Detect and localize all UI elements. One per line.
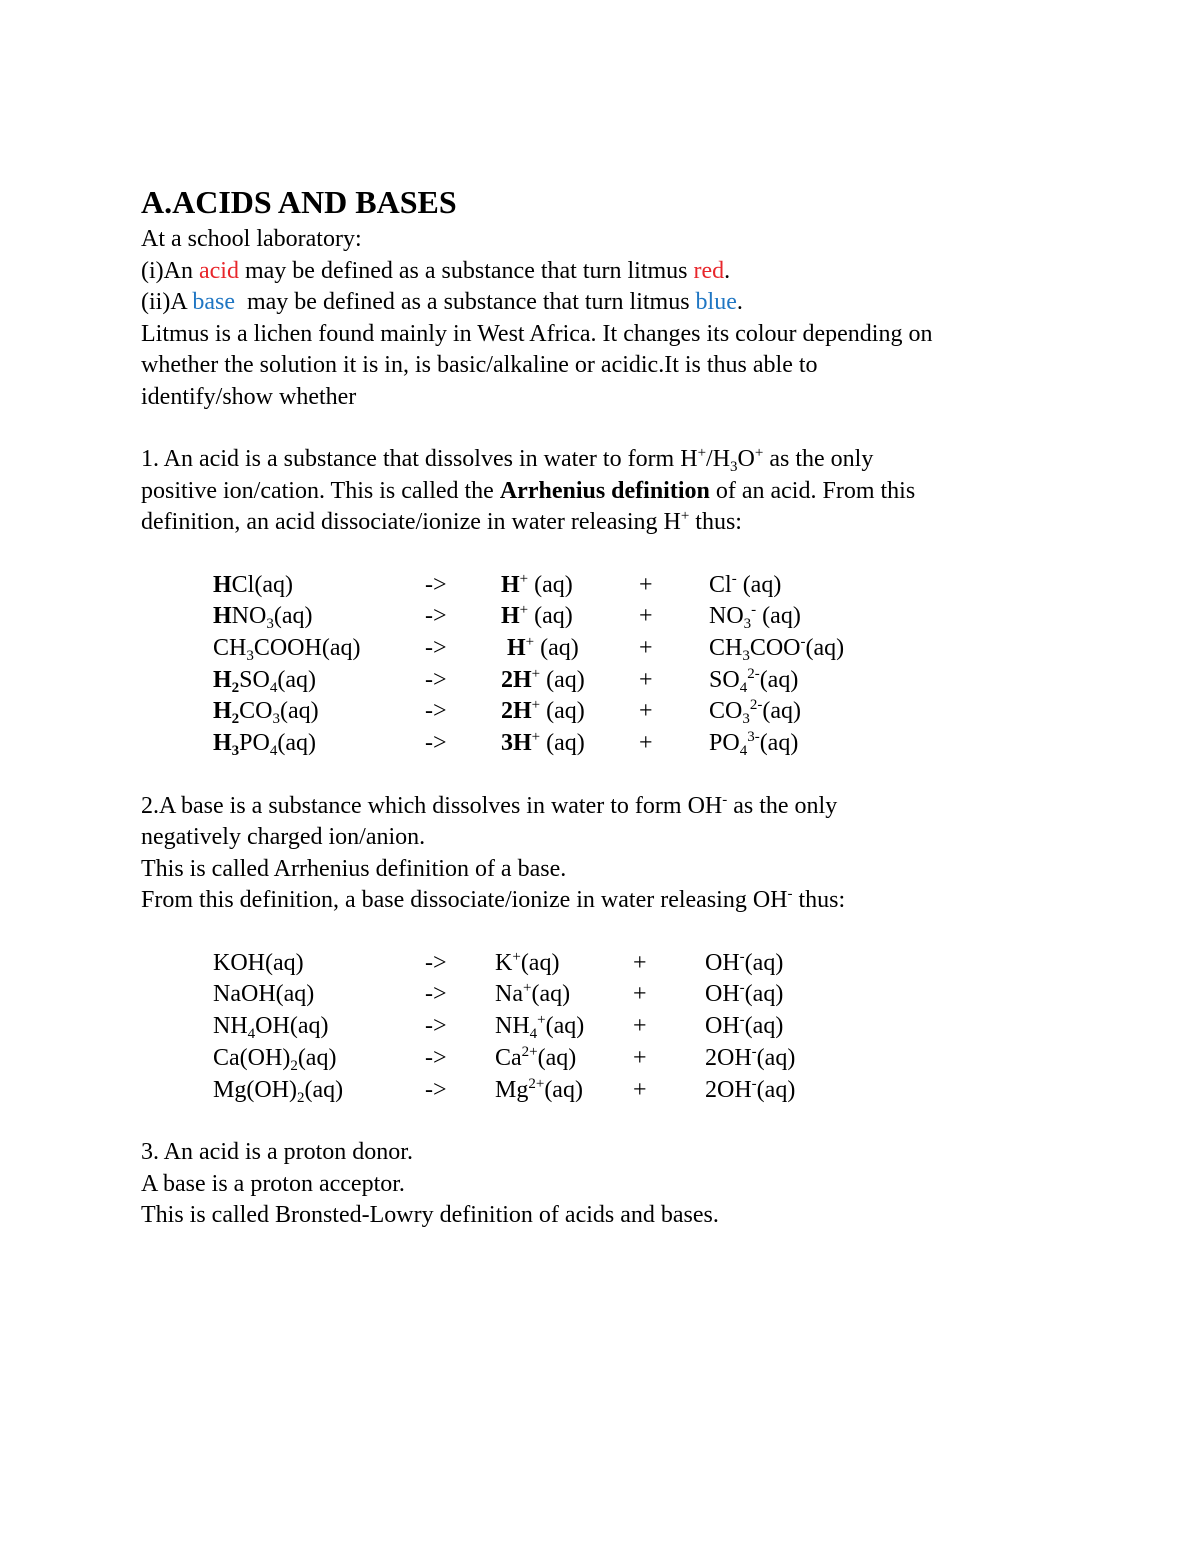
text: SO [709,666,740,693]
table-row [213,728,844,760]
text: (aq) [304,1076,344,1103]
product-1 [495,1011,633,1043]
reactant [213,1011,425,1043]
section1-line-1 [141,444,1141,476]
base-dissociation-table [213,948,795,1107]
text: H [213,730,232,757]
text: Na [495,981,523,1008]
sub: 3 [742,711,750,728]
sub: 4 [529,1026,538,1043]
text: positive ion/cation. This is called the [141,477,500,504]
text: (aq) [544,1076,583,1103]
sup: 2+ [528,1075,545,1092]
plus-sign: + [639,634,653,661]
text: (aq) [277,730,316,757]
reactant: KOH(aq) [213,949,304,976]
sup: - [731,570,737,587]
text: From this definition, a base dissociate/ionize in water releasing OH [141,887,788,914]
arrow: -> [425,571,447,598]
text: 2OH [705,1044,752,1071]
product-1 [501,633,639,665]
text: COO [749,634,801,661]
arrow: -> [425,1044,447,1071]
spacer [141,539,1141,570]
arrow: -> [425,634,447,661]
sub: 3 [231,743,240,760]
product-2 [709,570,844,602]
red-word: red [693,257,725,284]
sup: + [531,665,541,682]
sub: 2 [231,711,240,728]
arrow: -> [425,1076,447,1103]
text: 1. An acid is a substance that dissolves in water to form H [141,446,698,472]
text: CH [709,634,743,661]
page-title: A.ACIDS AND BASES [141,184,457,220]
sup: 2- [747,665,760,682]
text: H [213,603,232,630]
section2-line-4 [141,885,1141,917]
text: (i)An [141,257,199,284]
section2-line-2: negatively charged ion/anion. [141,824,426,851]
sup: 2- [749,697,763,714]
plus-sign: + [633,1013,647,1040]
text: thus: [689,509,742,535]
text: OH [705,981,740,1008]
sup: + [525,633,535,650]
text: OH [705,1013,740,1040]
text: . [736,289,743,315]
text: H [507,634,526,661]
plus-sign: + [633,1076,647,1103]
reactant [213,728,425,760]
sub: 4 [247,1026,256,1043]
product-2 [705,948,795,980]
text: (aq) [528,571,573,598]
text: SO [239,666,270,693]
text: H [213,698,232,725]
text: may be defined as a substance that turn litmus [234,289,696,315]
sub: 4 [739,679,748,696]
plus-sign: + [633,1044,647,1071]
sup: 2+ [521,1043,538,1060]
plus-sign: + [639,571,653,598]
text: NH [213,1013,248,1040]
spacer [141,917,1141,948]
text: (ii)A [141,289,193,315]
sub: 3 [246,647,254,664]
text: (aq) [254,571,293,598]
acid-dissociation-table [213,570,844,760]
text: (aq) [540,666,585,693]
product-2 [705,1043,795,1075]
arrhenius-bold: Arrhenius definition [499,477,710,504]
table-row [213,570,844,602]
sup: - [751,1075,757,1092]
text: CO [709,698,743,725]
sup: - [739,980,745,997]
section2-line-1 [141,791,1141,823]
plus-sign: + [633,949,647,976]
arrow: -> [425,666,447,693]
sub: 2 [231,679,240,696]
text: O [737,446,755,472]
text: thus: [792,887,846,914]
text: (aq) [297,1044,337,1071]
text: PO [239,730,270,757]
text: H [501,571,520,598]
plus-sign: + [639,698,653,725]
product-1 [495,979,633,1011]
text: NO [709,603,744,630]
sub: 2 [297,1089,305,1106]
text: (aq) [534,634,579,661]
arrow: -> [425,981,447,1008]
arrow: -> [425,949,447,976]
sub: 3 [266,616,274,633]
blue-word: blue [695,289,737,315]
text: (aq) [759,730,799,757]
product-2 [709,633,844,665]
sup: - [739,948,745,965]
section3-line-2: A base is a proton acceptor. [141,1170,405,1197]
text: of an acid. From this [709,477,916,504]
text: Cl [709,571,732,598]
text: (aq) [280,698,319,725]
text: (aq) [756,1044,796,1071]
product-1 [495,948,633,980]
text: NO [231,603,267,630]
text: (aq) [528,603,573,630]
table-row [213,948,795,980]
text: as the only [727,792,838,819]
table-row [213,601,844,633]
text: . [724,257,731,284]
text: (aq) [273,603,313,630]
text: 2OH [705,1076,752,1103]
document-content [141,182,1141,1232]
sup: - [751,1043,757,1060]
text: H [213,571,232,598]
text: (aq) [756,603,801,630]
sup: - [800,633,806,650]
text: H [501,603,520,630]
text: Mg [495,1076,529,1103]
table-row [213,696,844,728]
text: (aq) [759,666,799,693]
plus-sign: + [639,666,653,693]
reactant [213,601,425,633]
text: OH [705,949,740,976]
table-row [213,1043,795,1075]
section1-line-3 [141,507,1141,539]
sub: 3 [743,616,752,633]
sub: 4 [269,679,278,696]
arrow: -> [425,730,447,757]
text: (aq) [537,1044,577,1071]
reactant [213,1043,425,1075]
reactant [213,633,425,665]
text: NH [495,1013,530,1040]
sup: + [531,697,541,714]
intro-line-6: identify/show whether [141,383,357,410]
text: definition, an acid dissociate/ionize in water releasing H [141,509,681,535]
plus-sign: + [633,981,647,1008]
product-1 [501,601,639,633]
text: 3H [501,730,532,757]
text: 2.A base is a substance which dissolves in water to form OH [141,792,723,819]
product-2 [705,1011,795,1043]
sup: + [537,1012,546,1029]
plus-sign: + [639,603,653,630]
product-2 [705,979,795,1011]
text: /H [706,446,731,472]
sup: + [680,508,690,524]
product-2 [709,601,844,633]
sup: + [697,445,707,461]
intro-line-acid-definition [141,256,1141,288]
arrow: -> [425,603,447,630]
table-row [213,633,844,665]
sup: - [751,602,757,619]
text: may be defined as a substance that turn litmus [238,257,694,284]
text: (aq) [756,1076,796,1103]
sub: 2 [290,1057,298,1074]
section2-line-3: This is called Arrhenius definition of a base. [141,855,567,882]
text: Mg(OH) [213,1076,297,1103]
section3-line-3: This is called Bronsted-Lowry definition of acids and bases. [141,1202,719,1229]
text: Cl [231,571,255,598]
text: Ca [495,1044,522,1071]
intro-line-5: whether the solution it is in, is basic/alkaline or acidic.It is thus able to [141,352,818,378]
text: (aq) [744,949,784,976]
sup: + [519,570,529,587]
text: PO [709,730,740,757]
reactant [213,696,425,728]
product-2 [709,665,844,697]
reactant: NaOH(aq) [213,981,315,1008]
product-1 [495,1075,633,1107]
table-row [213,1075,795,1107]
plus-sign: + [639,730,653,757]
text: CH [213,634,247,661]
text: OH(aq) [255,1013,329,1040]
product-1 [501,696,639,728]
product-1 [501,665,639,697]
text: CO [239,698,273,725]
sub: 3 [742,647,750,664]
spacer [141,760,1141,791]
sup: + [512,948,521,965]
section1-line-2 [141,476,1141,508]
product-2 [709,728,844,760]
text: (aq) [805,634,845,661]
section3-line-1: 3. An acid is a proton donor. [141,1139,413,1166]
text: (aq) [762,698,801,725]
intro-line-1: At a school laboratory: [141,226,362,252]
intro-line-4: Litmus is a lichen found mainly in West Africa. It changes its colour depending on [141,320,933,347]
reactant [213,570,425,602]
sup: + [531,729,541,746]
intro-line-base-definition [141,287,1141,319]
text: Ca(OH) [213,1044,291,1071]
sub: 3 [730,459,738,475]
text: (aq) [736,571,782,598]
spacer [141,413,1141,444]
product-2 [705,1075,795,1107]
text: (aq) [744,981,784,1008]
text: K [495,949,513,976]
text: H [213,666,232,693]
arrow: -> [425,698,447,725]
text: (aq) [277,666,316,693]
arrow: -> [425,1013,447,1040]
spacer [141,1106,1141,1137]
sup: + [522,980,532,997]
text: 2H [501,666,532,693]
text: (aq) [540,698,585,725]
sub: 4 [739,743,748,760]
sub: 3 [272,711,281,728]
product-1 [495,1043,633,1075]
text: COOH(aq) [253,634,361,661]
product-1 [501,728,639,760]
sup: - [787,886,793,903]
sup: + [754,445,764,461]
text: (aq) [520,949,560,976]
text: (aq) [531,981,571,1008]
sub: 4 [269,743,278,760]
sup: - [739,1012,745,1029]
sup: - [722,791,728,808]
table-row [213,1011,795,1043]
text: (aq) [545,1013,585,1040]
sup: + [519,602,529,619]
product-1 [501,570,639,602]
table-row [213,665,844,697]
product-2 [709,696,844,728]
table-row [213,979,795,1011]
acid-word: acid [198,257,239,284]
text: as the only [763,446,874,472]
text: (aq) [540,730,585,757]
text: 2H [501,698,532,725]
text: (aq) [744,1013,784,1040]
sup: 3- [747,729,760,746]
base-word: base [192,289,235,315]
reactant [213,665,425,697]
reactant [213,1075,425,1107]
